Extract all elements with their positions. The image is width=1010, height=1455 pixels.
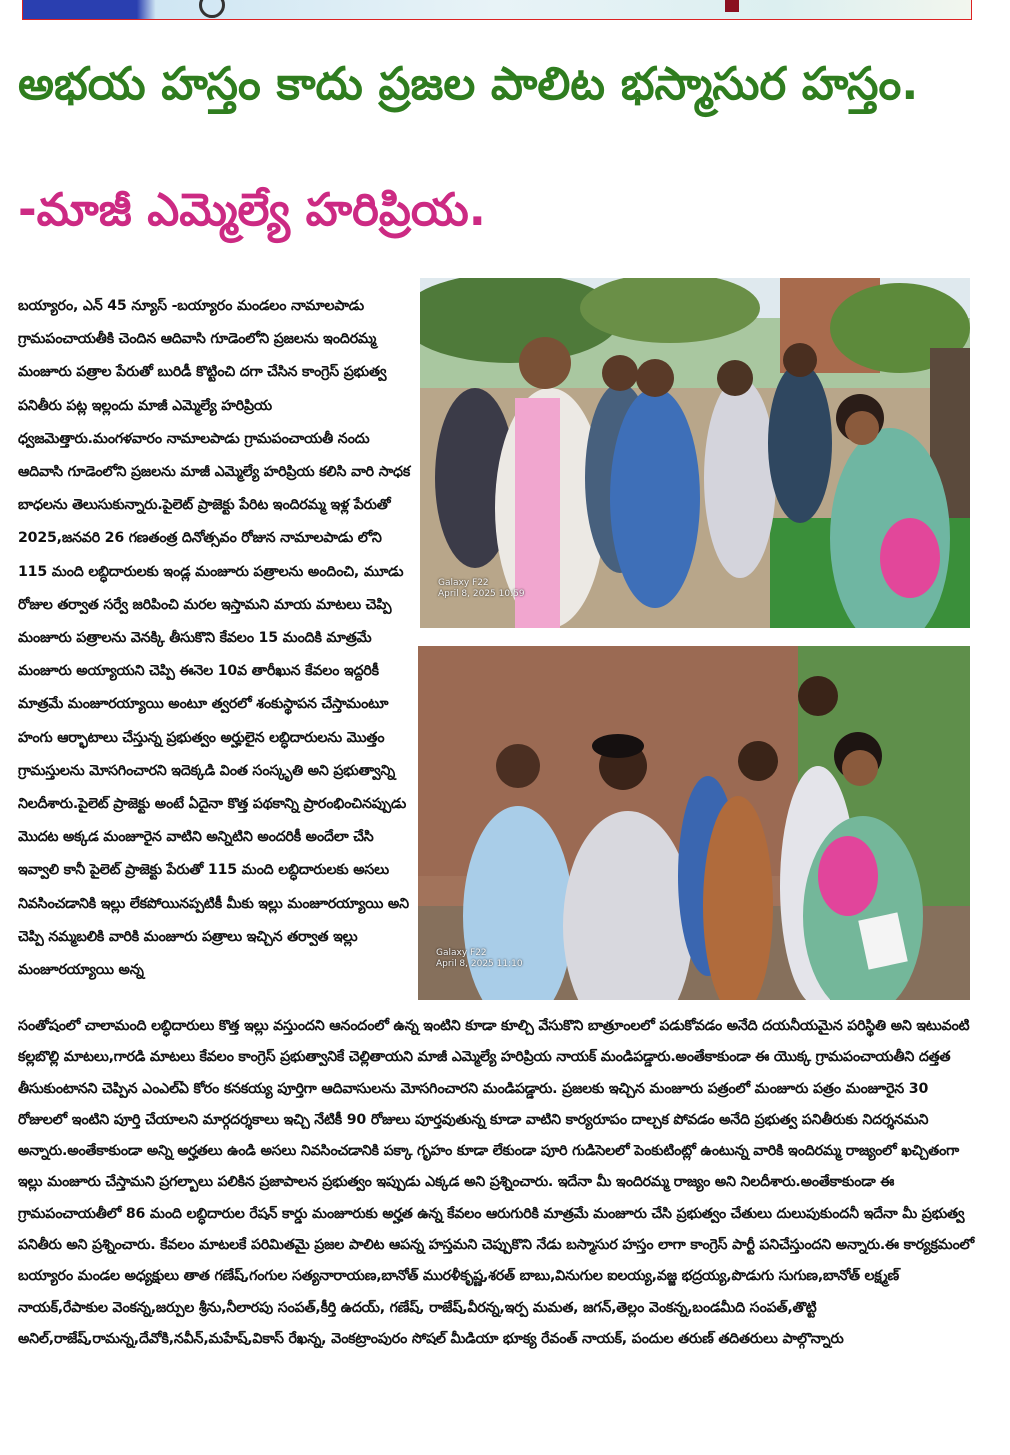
banner-logo-mark xyxy=(725,0,739,12)
headline: అభయ హస్తం కాదు ప్రజల పాలిట భస్మాసుర హస్తం. xyxy=(18,57,919,110)
photo-1-scene xyxy=(420,278,970,628)
photo-2-caption xyxy=(436,948,523,970)
top-banner-strip xyxy=(22,0,972,20)
article-full-width-text xyxy=(18,1011,980,1355)
photo-2-device: Galaxy F22 xyxy=(436,948,487,958)
article-paragraph-2: సంతోషంలో చాలామంది లబ్ధిదారులు కొత్త ఇల్లు వస్తుందని ఆనందంలో ఉన్న ఇంటిని కూడా కూల్చి వేసుకొని బాత్రూంలలో పడుకోవడం అనేది దయనీయమైన పరిస్థితి అని ఇటువంటి కల్లబొల్లి మాటలు,గారడి మాటలు కేవలం కాంగ్రెస్ ప్రభుత్వానికే చెల్లితాయని మాజీ ఎమ్మెల్యే హరిప్రియ నాయక్ మండిపడ్డారు.అంతేకాకుండా ఈ యొక్క గ్రామపంచాయతీని దత్తత తీసుకుంటానని చెప్పిన ఎంఎల్ఏ కోరం కనకయ్య పూర్తిగా ఆదివాసులను మోసగించారని మండిపడ్డారు. ప్రజలకు ఇచ్చిన మంజూరు పత్రంలో మంజూరు పత్రం మంజూరైన 30 రోజులలో ఇంటిని పూర్తి చేయాలని మార్గదర్శకాలు ఇచ్చి నేటికీ 90 రోజులు పూర్తవుతున్న కూడా వాటిని కార్యరూపం దాల్చక పోవడం అనేది ప్రభుత్వ పనితీరుకు నిదర్శనమని అన్నారు.అంతేకాకుండా అన్ని అర్హతలు ఉండి అసలు నివసించడానికి పక్కా గృహం కూడా లేకుండా పూరి గుడిసెలలో పెంకుటింట్లో ఉంటున్న వారికి ఇందిరమ్మ రాజ్యంలో ఖచ్చితంగా ఇల్లు మంజూరు చేస్తామని ప్రగల్బాలు పలికిన ప్రజాపాలన ప్రభుత్వం ఇప్పుడు ఎక్కడ అని ప్రశ్నించారు. ఇదేనా మీ ఇందిరమ్మ రాజ్యం అని నిలదీశారు.అంతేకాకుండా ఈ గ్రామపంచాయతీలో 86 మంది లబ్ధిదారుల రేషన్ కార్డు మంజూరుకు అర్హత ఉన్న కేవలం ఆరుగురికి మాత్రమే మంజూరు చేసి ప్రభుత్వం చేతులు దులుపుకుందనీ ఇదేనా మీ ప్రభుత్వ పనితీరు అని ప్రశ్నించారు. కేవలం మాటలకే పరిమితమై ప్రజల పాలిట ఆపన్న హస్తమని చెప్పుకొని నేడు బస్మాసుర హస్తం లాగా కాంగ్రెస్ పార్టీ పనిచేస్తుందని అన్నారు.ఈ కార్యక్రమంలో బయ్యారం మండల అధ్యక్షులు తాత గణేష్,గంగుల సత్యనారాయణ,బానోత్ మురళీకృష్ణ,శరత్ బాబు,వినుగుల ఐలయ్య,వజ్జ భద్రయ్య,పొడుగు సుగుణ,బానోత్ లక్ష్మణ్ నాయక్,రేపాకుల వెంకన్న,జర్పుల శ్రీను,నీలారపు సంపత్,కీర్తి ఉదయ్, గణేష్, రాజేష్,వీరన్న,ఇర్ప మమత, జగన్,తెల్లం వెంకన్న,బండమీది సంపత్,తొట్టి అనిల్,రాజేష్,రామన్న,దేవోకి,నవీన్,మహేష్,వికాస్ రేఖన్న, వెంకట్రాంపురం సోషల్ మీడియా భూక్య రేవంత్ నాయక్, పందుల తరుణ్ తదితరులు పాల్గొన్నారు xyxy=(18,1018,975,1347)
banner-logo-ring xyxy=(199,0,225,18)
photo-2-timestamp: April 8, 2025 11:10 xyxy=(436,959,523,969)
photo-1-device: Galaxy F22 xyxy=(438,578,489,588)
article-column-text xyxy=(18,290,414,987)
article-photo-1 xyxy=(420,278,970,628)
photo-2-scene xyxy=(418,646,970,1000)
photo-1-timestamp: April 8, 2025 10:59 xyxy=(438,589,525,599)
article-paragraph-1: బయ్యారం, ఎన్ 45 న్యూస్ -బయ్యారం మండలం నామాలపాడు గ్రామపంచాయతీకి చెందిన ఆదివాసి గూడెంలోని ప్రజలను ఇందిరమ్మ మంజూరు పత్రాల పేరుతో బురిడీ కొట్టించి దగా చేసిన కాంగ్రెస్ ప్రభుత్వ పనితీరు పట్ల ఇల్లందు మాజీ ఎమ్మెల్యే హరిప్రియ ధ్వజమెత్తారు.మంగళవారం నామాలపాడు గ్రామపంచాయతీ నందు ఆదివాసి గూడెంలోని ప్రజలను మాజీ ఎమ్మెల్యే హరిప్రియ కలిసి వారి సాధక బాధలను తెలుసుకున్నారు.పైలెట్ ప్రాజెక్టు పేరిట ఇందిరమ్మ ఇళ్ల పేరుతో 2025,జనవరి 26 గణతంత్ర దినోత్సవం రోజున నామాలపాడు లోని 115 మంది లబ్ధిదారులకు ఇండ్ల మంజూరు పత్రాలను అందించి, మూడు రోజుల తర్వాత సర్వే జరిపించి మరల ఇస్తామని మాయ మాటలు చెప్పి మంజూరు పత్రాలను వెనక్కి తీసుకొని కేవలం 15 మందికి మాత్రమే మంజూరు అయ్యాయని చెప్పి ఈనెల 10వ తారీఖున కేవలం ఇద్దరికీ మాత్రమే మంజూరయ్యాయి అంటూ త్వరలో శంకుస్థాపన చేస్తామంటూ హంగు ఆర్భాటాలు చేస్తున్న ప్రభుత్వం అర్హులైన లబ్ధిదారులను మొత్తం గ్రామస్తులను మోసగించారని ఇదెక్కడి వింత సంస్కృతి అని ప్రభుత్వాన్ని నిలదీశారు.పైలెట్ ప్రాజెక్టు అంటే ఏదైనా కొత్త పథకాన్ని ప్రారంభించినప్పుడు మొదట అక్కడ మంజూరైన వాటిని అన్నిటిని అందరికీ అందేలా చేసి ఇవ్వాలి కానీ పైలెట్ ప్రాజెక్టు పేరుతో 115 మంది లబ్ధిదారులకు అసలు నివసించడానికి ఇల్లు లేకపోయినప్పటికీ మీకు ఇల్లు మంజూరయ్యాయి అని చెప్పి నమ్మబలికి వారికి మంజూరు పత్రాలు ఇచ్చిన తర్వాత ఇల్లు మంజూరయ్యాయి అన్న xyxy=(18,298,411,979)
photo-1-caption xyxy=(438,578,525,600)
article-photo-2 xyxy=(418,646,970,1000)
subheadline: -మాజీ ఎమ్మెల్యే హరిప్రియ. xyxy=(18,183,486,236)
